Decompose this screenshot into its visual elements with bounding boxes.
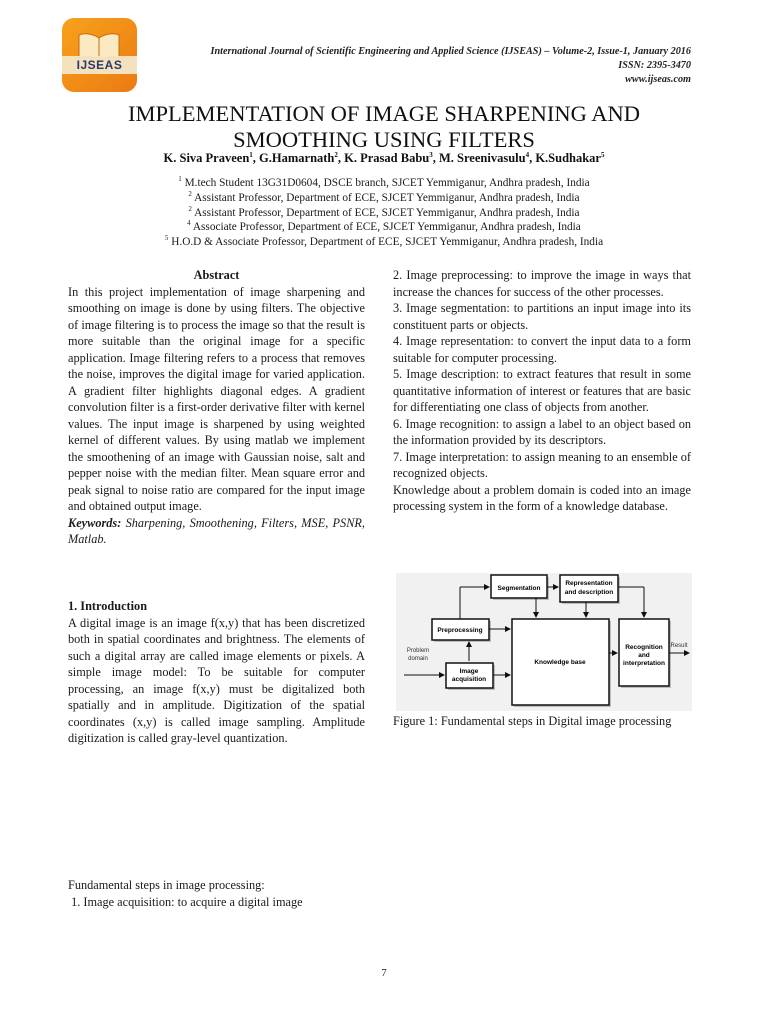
recognition-label-3: interpretation	[623, 660, 665, 667]
abstract-text: In this project implementation of image sharpening and smoothing on image is done by using filters. The objective of image filtering is to process the image so that the result is more suitable than the original image for a specific application. Image filtering refers to a process that removes the noise, improves the digital image for varied application. A gradient filter highlights diagonal edges. A gradient convolution filter is a first-order derivative filter with kernel values. The input image is sharpened by using weighted kernel of different values. By using matlab we implement the smoothening of an image with Gaussian noise, salt and pepper noise with the median filter. Mean square error and peak signal to noise ratio are compared for the input image and obtained output image.	[68, 284, 365, 513]
abstract-section	[68, 267, 365, 548]
affiliation	[60, 176, 708, 191]
title-line-1: IMPLEMENTATION OF IMAGE SHARPENING AND	[128, 101, 640, 126]
intro-text: A digital image is an image f(x,y) that has been discretized both in spatial coordinates and brightness. The elements of such a digital array are called image elements or pixels. A simple image model: To be suitable for computer processing, an image f(x,y) must be digitalized both spatially and in amplitude. Digitization of the spatial coordinates (x,y) is called image sampling. Amplitude digitization is called gray-level quantization.	[68, 615, 365, 745]
affiliation-sup: 2	[188, 204, 192, 213]
preprocessing-label: Preprocessing	[437, 627, 483, 634]
representation-label-2: and description	[564, 589, 614, 596]
intro-heading: 1. Introduction	[68, 599, 148, 613]
result-label: Result	[670, 643, 688, 649]
author-name: M. Sreenivasulu	[438, 151, 526, 165]
problem-domain-label-2: domain	[408, 656, 428, 662]
page-number: 7	[381, 967, 387, 979]
affiliation	[60, 220, 708, 235]
steps-list	[393, 267, 691, 515]
segmentation-label: Segmentation	[497, 585, 541, 592]
affiliation-text: H.O.D & Associate Professor, Department of ECE, SJCET Yemmiganur, Andhra pradesh, India	[171, 236, 604, 249]
issn: ISSN: 2395-3470	[618, 60, 691, 71]
fundamental-steps-block	[68, 877, 368, 911]
author-sup: 2	[334, 150, 338, 159]
figure-1-diagram	[396, 573, 692, 711]
step-item: 2. Image preprocessing: to improve the image in ways that increase the chances for success of the other processes.	[393, 268, 691, 299]
affiliation-sup: 1	[178, 175, 182, 184]
author-sup: 3	[429, 150, 433, 159]
affiliation-text: Associate Professor, Department of ECE, SJCET Yemmiganur, Andhra pradesh, India	[192, 221, 581, 234]
affiliation-sup: 4	[187, 219, 191, 228]
keywords	[68, 515, 365, 548]
paper-title	[60, 101, 708, 153]
step-item: 3. Image segmentation: to partitions an input image into its constituent parts or objects.	[393, 301, 691, 332]
acquisition-label-1: Image	[459, 668, 479, 675]
keywords-label: Keywords:	[68, 515, 122, 530]
step-item: 6. Image recognition: to assign a label to an object based on the information provided by its descriptors.	[393, 416, 691, 447]
affiliation-text: Assistant Professor, Department of ECE, SJCET Yemmiganur, Andhra pradesh, India	[194, 191, 580, 204]
acquisition-label-2: acquisition	[451, 676, 487, 683]
affiliation	[60, 206, 708, 221]
author-name: K.Sudhakar	[535, 151, 601, 165]
affiliation	[60, 235, 708, 250]
journal-logo	[62, 18, 137, 92]
block-diagram	[396, 573, 692, 711]
step-item: Knowledge about a problem domain is coded into an image processing system in the form of a knowledge database.	[393, 482, 691, 513]
knowledge-base-label: Knowledge base	[534, 659, 586, 666]
step-item: 5. Image description: to extract features that result in some quantitative information of interest or features that are basic for differentiating one class of objects from another.	[393, 367, 691, 414]
author-sup: 5	[600, 150, 605, 159]
affiliation	[60, 191, 708, 206]
author-name: G.Hamarnath	[259, 151, 335, 165]
step-item: 7. Image interpretation: to assign meaning to an ensemble of recognized objects.	[393, 449, 691, 480]
representation-label-1: Representation	[565, 580, 613, 587]
affiliation-text: M.tech Student 13G31D0604, DSCE branch, SJCET Yemmiganur, Andhra pradesh, India	[184, 177, 590, 189]
journal-header	[131, 45, 691, 87]
step-item: 4. Image representation: to convert the input data to a form suitable for computer processing.	[393, 334, 691, 365]
author-sup: 1	[249, 150, 253, 159]
author-list: K. Siva Praveen$^1$, G.Hamarnath$^2$, K. Prasad Babu$^3$, M. Sreenivasulu$^4$, K.Sudhakar$^5$	[163, 150, 605, 165]
logo-text: IJSEAS	[76, 58, 123, 72]
affiliations	[60, 176, 708, 250]
journal-website[interactable]: www.ijseas.com	[625, 74, 691, 85]
author-name: K. Prasad Babu	[344, 151, 430, 165]
step-1: 1. Image acquisition: to acquire a digital image	[68, 895, 303, 909]
journal-line: International Journal of Scientific Engineering and Applied Science (IJSEAS) – Volume-2, Issue-1, January 2016	[210, 46, 691, 57]
affiliation-sup: 2	[188, 190, 192, 199]
author-sup: 4	[525, 150, 530, 159]
fundamental-heading: Fundamental steps in image processing:	[68, 878, 265, 892]
recognition-label-1: Recognition	[625, 644, 663, 651]
keywords-text: Sharpening, Smoothening, Filters, MSE, PSNR, Matlab.	[68, 515, 365, 546]
recognition-label-2: and	[638, 652, 650, 659]
affiliation-sup: 5	[164, 234, 169, 243]
introduction-section	[68, 598, 365, 747]
title-line-2: SMOOTHING USING FILTERS	[233, 127, 535, 152]
affiliation-text: Assistant Professor, Department of ECE, SJCET Yemmiganur, Andhra pradesh, India	[194, 206, 580, 219]
problem-domain-label-1: Problem	[406, 648, 430, 654]
figure-caption: Figure 1: Fundamental steps in Digital image processing	[393, 714, 672, 728]
author-name: K. Siva Praveen	[163, 151, 250, 165]
abstract-heading: Abstract	[193, 268, 240, 282]
